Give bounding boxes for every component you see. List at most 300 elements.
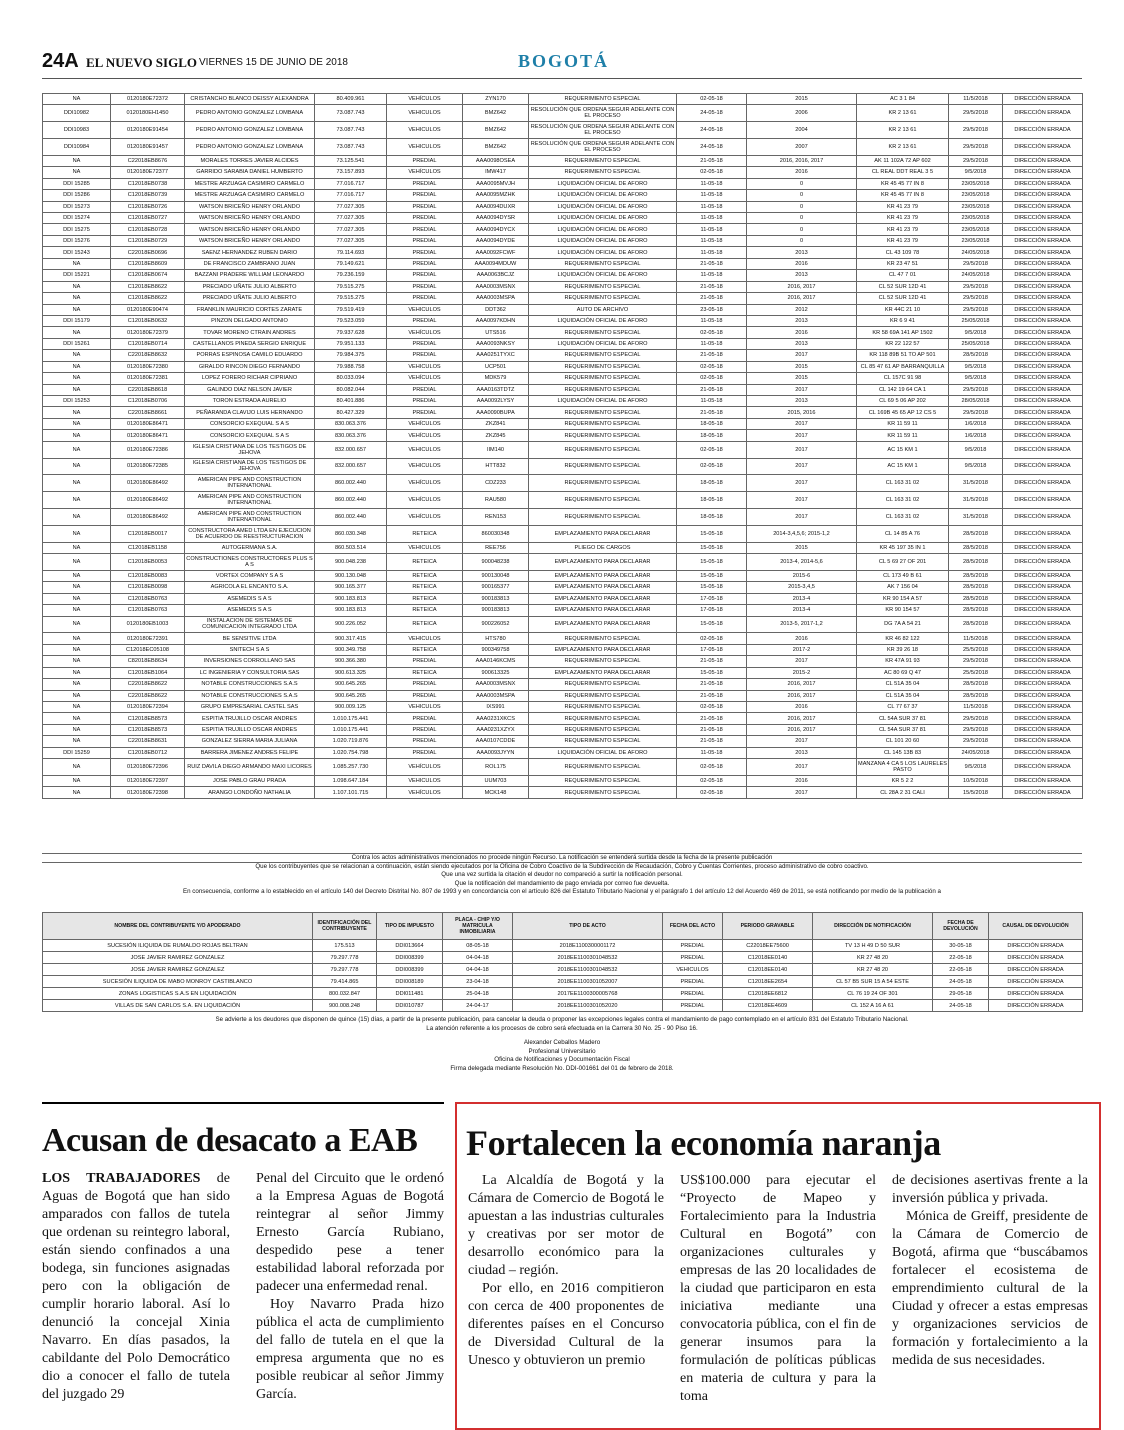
table-cell: NA — [43, 407, 111, 418]
table-cell: 2016, 2016, 2017 — [747, 155, 857, 166]
table-cell: 25-04-18 — [443, 988, 513, 1000]
table-cell: DDI008189 — [377, 976, 443, 988]
table-cell: RETEICA — [387, 616, 463, 633]
table-cell: KR 45 197 35 IN 1 — [857, 542, 949, 553]
table-cell: 02-05-18 — [677, 167, 747, 178]
table-cell: 2013 — [747, 396, 857, 407]
table-cell: C12018EB1064 — [111, 667, 185, 678]
table-cell: AAA0098OSEA — [463, 155, 529, 166]
table-cell: 0120180E91454 — [111, 122, 185, 139]
table-cell: RETEICA — [387, 570, 463, 581]
table-cell: 79.984.375 — [315, 350, 387, 361]
table-cell: 25/5/2018 — [949, 667, 1003, 678]
table-cell: DIRECCIÓN ERRADA — [1003, 724, 1083, 735]
table-cell: 02-05-18 — [677, 441, 747, 458]
table-row — [43, 570, 1083, 581]
table-cell: C22018EE75600 — [723, 940, 813, 952]
article-paragraph: de decisiones asertivas frente a la inversión pública y privada. — [892, 1173, 1088, 1206]
table-cell: NA — [43, 525, 111, 542]
table-cell: 21-05-18 — [677, 258, 747, 269]
divider — [42, 1102, 444, 1104]
table-cell: BMZ642 — [463, 105, 529, 122]
table-cell: C22018EB8632 — [111, 350, 185, 361]
table-row — [43, 690, 1083, 701]
table-cell: PREDIAL — [387, 281, 463, 292]
signer-office: Oficina de Notificaciones y Documentación Fiscal — [494, 1056, 630, 1064]
table-cell: PREDIAL — [387, 338, 463, 349]
table-cell: DIRECCIÓN ERRADA — [1003, 713, 1083, 724]
table-row — [43, 167, 1083, 178]
table-cell: AAA0003MSPA — [463, 690, 529, 701]
table-cell: KR 11 59 11 — [857, 430, 949, 441]
table-cell: DDI 15259 — [43, 747, 111, 758]
table-cell: AAA0094DYCX — [463, 224, 529, 235]
table-cell: C12018EB8609 — [111, 258, 185, 269]
table-cell: DIRECCIÓN ERRADA — [1003, 270, 1083, 281]
table-cell: 02-05-18 — [677, 458, 747, 475]
column-header: NOMBRE DEL CONTRIBUYENTE Y/O APODERADO — [43, 913, 313, 940]
table-cell: EMPLAZAMIENTO PARA DECLARAR — [529, 570, 677, 581]
table-cell: AAA0146KCMS — [463, 656, 529, 667]
table-cell: VEHÍCULOS — [387, 475, 463, 492]
table-cell: REQUERIMIENTO ESPECIAL — [529, 407, 677, 418]
table-cell: PREDIAL — [663, 988, 723, 1000]
table-cell: NA — [43, 281, 111, 292]
table-cell: REQUERIMIENTO ESPECIAL — [529, 293, 677, 304]
table-cell: DIRECCIÓN ERRADA — [1003, 736, 1083, 747]
table-cell: 2016 — [747, 327, 857, 338]
table-cell: 2015, 2016 — [747, 407, 857, 418]
table-cell: REQUERIMIENTO ESPECIAL — [529, 167, 677, 178]
table-cell: 2013 — [747, 315, 857, 326]
table-cell: C12018EB0714 — [111, 338, 185, 349]
table-cell: 11-05-18 — [677, 315, 747, 326]
table-cell: DDI 15273 — [43, 201, 111, 212]
table-cell: 900.183.813 — [315, 605, 387, 616]
table-row — [43, 258, 1083, 269]
table-cell: CL 101 20 60 — [857, 736, 949, 747]
table-cell: 2017 — [747, 492, 857, 509]
table-cell: 2017 — [747, 350, 857, 361]
table-cell: NA — [43, 616, 111, 633]
table-row — [43, 616, 1083, 633]
table-cell: DIRECCIÓN ERRADA — [1003, 582, 1083, 593]
table-cell: 02-05-18 — [677, 759, 747, 776]
table-cell: VEHÍCULOS — [387, 94, 463, 105]
table-row — [43, 418, 1083, 429]
column-header: IDENTIFICACIÓN DEL CONTRIBUYENTE — [313, 913, 377, 940]
table-cell: LIQUIDACIÓN OFICIAL DE AFORO — [529, 201, 677, 212]
table-cell: DIRECCIÓN ERRADA — [1003, 418, 1083, 429]
table-cell: DDI008399 — [377, 964, 443, 976]
table-cell: 11-05-18 — [677, 247, 747, 258]
table-cell: LOPEZ FORERO RICHAR CIPRIANO — [185, 373, 315, 384]
table-cell: 29/5/2018 — [949, 281, 1003, 292]
table-cell: VEHÍCULOS — [387, 418, 463, 429]
table-cell: GARRIDO SARABIA DANIEL HUMBERTO — [185, 167, 315, 178]
table-cell: NA — [43, 701, 111, 712]
atencion-text: La atención referente a los procesos de cobro será efectuada en la Carrera 30 No. 25 - 90 Piso 16. — [426, 1024, 698, 1032]
table-cell: CL 43 109 78 — [857, 247, 949, 258]
table-cell: DG 7A A 54 21 — [857, 616, 949, 633]
table-row — [43, 293, 1083, 304]
table-row — [43, 384, 1083, 395]
table-cell: AAA0231XZYX — [463, 724, 529, 735]
table-cell: 15-05-18 — [677, 582, 747, 593]
table-cell: 2018EE1100301048532 — [513, 964, 663, 976]
table-cell: NA — [43, 373, 111, 384]
table-row — [43, 525, 1083, 542]
table-cell: 2013 — [747, 338, 857, 349]
table-cell: REQUERIMIENTO ESPECIAL — [529, 281, 677, 292]
table-cell: 2014-3,4,5,6; 2015-1,2 — [747, 525, 857, 542]
table-cell: DIRECCIÓN ERRADA — [989, 952, 1083, 964]
table-cell: DIRECCIÓN ERRADA — [1003, 644, 1083, 655]
table-row — [43, 1000, 1083, 1012]
table-cell: 2017 — [747, 656, 857, 667]
table-cell: DDI011481 — [377, 988, 443, 1000]
table-row — [43, 407, 1083, 418]
table-cell: CONSTRUCTORA AMED LTDA EN EJECUCION DE ACUERDO DE REESTRUCTURACION — [185, 525, 315, 542]
table-cell: VEHICULOS — [387, 304, 463, 315]
table-cell: DIRECCIÓN ERRADA — [1003, 281, 1083, 292]
table-cell: 15-05-18 — [677, 553, 747, 570]
table-cell: DIRECCIÓN ERRADA — [1003, 656, 1083, 667]
table-cell: 1.010.175.441 — [315, 724, 387, 735]
article-headline: Fortalecen la economía naranja — [466, 1123, 941, 1163]
table-cell: VEHICULOS — [387, 122, 463, 139]
table-cell: PREDIAL — [387, 407, 463, 418]
article-eab — [42, 1102, 444, 1402]
table-cell: C12018EC05108 — [111, 644, 185, 655]
table-cell: 2013-5, 2017-1,2 — [747, 616, 857, 633]
table-cell: MESTRE ARZUAGA CASIMIRO CARMELO — [185, 178, 315, 189]
table-cell: WATSON BRICEÑO HENRY ORLANDO — [185, 213, 315, 224]
table-cell: 02-05-18 — [677, 373, 747, 384]
table-cell: HTT832 — [463, 458, 529, 475]
table-row — [43, 139, 1083, 156]
table-cell: MCK148 — [463, 787, 529, 798]
table-cell: C12018EB8622 — [111, 281, 185, 292]
table-cell: KR 2 13 61 — [857, 122, 949, 139]
table-cell: EMPLAZAMIENTO PARA DECLARAR — [529, 525, 677, 542]
table-cell: 29/5/2018 — [949, 724, 1003, 735]
table-cell: PREDIAL — [663, 940, 723, 952]
table-cell: 79.523.059 — [315, 315, 387, 326]
table-cell: C12018EB0632 — [111, 315, 185, 326]
table-row — [43, 508, 1083, 525]
table-cell: 2016 — [747, 167, 857, 178]
delegation-text: Firma delegada mediante Resolución No. DDI-001661 del 01 de febrero de 2018. — [450, 1064, 674, 1072]
table-cell: AMERICAN PIPE AND CONSTRUCTION INTERNATIONAL — [185, 492, 315, 509]
table-cell: 0120180E86471 — [111, 430, 185, 441]
table-cell: CASTELLANOS PINEDA SERGIO ENRIQUE — [185, 338, 315, 349]
table-cell: 31/5/2018 — [949, 475, 1003, 492]
table-cell: 2017 — [747, 418, 857, 429]
table-cell: 22-05-18 — [933, 952, 989, 964]
table-row — [43, 679, 1083, 690]
table-cell: 02-05-18 — [677, 787, 747, 798]
table-cell: 900.008.248 — [313, 1000, 377, 1012]
table-cell: 9/5/2018 — [949, 458, 1003, 475]
table-cell: 2007 — [747, 139, 857, 156]
table-cell: JOSE JAVIER RAMIREZ GONZALEZ — [43, 952, 313, 964]
table-cell: PREDIAL — [663, 952, 723, 964]
table-cell: PREDIAL — [387, 679, 463, 690]
table-cell: LIQUIDACIÓN OFICIAL DE AFORO — [529, 190, 677, 201]
table-cell: 29/5/2018 — [949, 293, 1003, 304]
table-cell: DIRECCIÓN ERRADA — [1003, 525, 1083, 542]
table-cell: REQUERIMIENTO ESPECIAL — [529, 492, 677, 509]
table-cell: C12018EE2654 — [723, 976, 813, 988]
table-cell: 1.020.719.876 — [315, 736, 387, 747]
table-cell: DIRECCIÓN ERRADA — [1003, 633, 1083, 644]
table-cell: 28/5/2018 — [949, 616, 1003, 633]
table-cell: NA — [43, 293, 111, 304]
table-cell: KR 22 122 57 — [857, 338, 949, 349]
table-cell: 77.016.717 — [315, 190, 387, 201]
table-cell: KR 41 23 79 — [857, 213, 949, 224]
table-cell: KR 11 59 11 — [857, 418, 949, 429]
table-cell: 29/5/2018 — [949, 105, 1003, 122]
table-cell: EMPLAZAMIENTO PARA DECLARAR — [529, 667, 677, 678]
notice-line: Que los contribuyentes que se relacionan a continuación, están siendo ejecutados por la Oficina de Cobro Coactivo de la Subdirección de Recaudación, Cobro y Cuentas Corrientes, proceso administrativo de cobro coactivo. — [255, 863, 869, 871]
table-cell: 23/05/2018 — [949, 178, 1003, 189]
table-row — [43, 940, 1083, 952]
table-cell: PREDIAL — [387, 656, 463, 667]
table-cell: 900048238 — [463, 553, 529, 570]
table-row — [43, 430, 1083, 441]
table-cell: PEDRO ANTONIO GONZALEZ LOMBANA — [185, 105, 315, 122]
table-cell: 2013-4, 2014-5,6 — [747, 553, 857, 570]
table-cell: 02-05-18 — [677, 361, 747, 372]
table-cell: KR 44C 21 10 — [857, 304, 949, 315]
table-row — [43, 327, 1083, 338]
notice-line: Que una vez surtida la citación el deudor no compareció a surtir la notificación personal. — [441, 871, 683, 879]
table-cell: VEHÍCULOS — [387, 327, 463, 338]
table-cell: DIRECCIÓN ERRADA — [1003, 701, 1083, 712]
table-cell: 0120180E86492 — [111, 508, 185, 525]
column-header: FECHA DEL ACTO — [663, 913, 723, 940]
table-cell: DIRECCIÓN ERRADA — [1003, 775, 1083, 786]
table-cell: DDI 15243 — [43, 247, 111, 258]
table-cell: NA — [43, 350, 111, 361]
table-cell: 15-05-18 — [677, 616, 747, 633]
table-cell: KR 23 47 51 — [857, 258, 949, 269]
signer-name: Alexander Ceballos Madero — [523, 1039, 601, 1047]
table-cell: 900165377 — [463, 582, 529, 593]
table-cell: C12018EB0727 — [111, 213, 185, 224]
table-cell: 2016, 2017 — [747, 713, 857, 724]
table-cell: KR 27 48 20 — [813, 964, 933, 976]
table-cell: 28/05/2018 — [949, 396, 1003, 407]
table-cell: C12018EE0140 — [723, 952, 813, 964]
table-cell: VEHICULOS — [387, 701, 463, 712]
table-cell: 21-05-18 — [677, 690, 747, 701]
table-cell: 0 — [747, 201, 857, 212]
table-cell: KR 39 26 18 — [857, 644, 949, 655]
table-cell: CL 173 49 B 61 — [857, 570, 949, 581]
table-cell: AAA0090BUPA — [463, 407, 529, 418]
cobro-table-header — [43, 913, 1083, 940]
table-cell: 28/5/2018 — [949, 690, 1003, 701]
table-cell: CL 163 31 02 — [857, 508, 949, 525]
table-cell: KR 2 13 61 — [857, 105, 949, 122]
table-cell: 2015-3,4,5 — [747, 582, 857, 593]
table-cell: PREDIAL — [387, 747, 463, 758]
table-cell: AC 15 KM 1 — [857, 441, 949, 458]
table-cell: ESPITIA TRUJILLO OSCAR ANDRES — [185, 713, 315, 724]
table-cell: IMW417 — [463, 167, 529, 178]
table-row — [43, 475, 1083, 492]
table-cell: NA — [43, 508, 111, 525]
table-cell: KR 90 154 A 57 — [857, 593, 949, 604]
table-cell: 2017 — [747, 430, 857, 441]
table-row — [43, 644, 1083, 655]
table-cell: CL 5 69 27 OF 201 — [857, 553, 949, 570]
cobro-table — [42, 912, 1083, 1012]
table-cell: EMPLAZAMIENTO PARA DECLARAR — [529, 644, 677, 655]
table-cell: GONZALEZ SIERRA MARIA JULIANA — [185, 736, 315, 747]
table-cell: 860.002.440 — [315, 475, 387, 492]
table-cell: LIQUIDACIÓN OFICIAL DE AFORO — [529, 247, 677, 258]
table-cell: 2015 — [747, 542, 857, 553]
notices-table — [42, 93, 1083, 799]
table-cell: DDI 15286 — [43, 190, 111, 201]
table-cell: AAA0107CDDE — [463, 736, 529, 747]
table-row — [43, 178, 1083, 189]
table-cell: 0120180E91457 — [111, 139, 185, 156]
table-cell: VEHÍCULOS — [387, 167, 463, 178]
table-cell: 900.349.758 — [315, 644, 387, 655]
table-cell: 2017 — [747, 441, 857, 458]
table-cell: DIRECCIÓN ERRADA — [989, 940, 1083, 952]
table-cell: 2016 — [747, 775, 857, 786]
table-row — [43, 713, 1083, 724]
table-cell: VEHICULOS — [387, 361, 463, 372]
table-cell: NA — [43, 418, 111, 429]
table-cell: 15/5/2018 — [949, 787, 1003, 798]
table-cell: NA — [43, 582, 111, 593]
table-cell: 1.107.101.715 — [315, 787, 387, 798]
table-cell: AAA0003MSPA — [463, 293, 529, 304]
table-cell: 80.409.961 — [315, 94, 387, 105]
table-cell: 15-05-18 — [677, 542, 747, 553]
table-cell: AC 80 69 Q 47 — [857, 667, 949, 678]
table-cell: RETEICA — [387, 644, 463, 655]
page-number: 24A — [42, 50, 79, 72]
table-cell: 22-05-18 — [933, 964, 989, 976]
table-cell: 79.149.621 — [315, 258, 387, 269]
article-paragraph: Por ello, en 2016 compitieron con cerca de 400 proponentes de diferentes países en el Concurso de Diversidad Cultural de la Unesco y obtuvieron un premio — [468, 1281, 664, 1368]
table-cell: NA — [43, 167, 111, 178]
table-cell: C12018EB0763 — [111, 593, 185, 604]
table-cell: KR 2 13 61 — [857, 139, 949, 156]
table-cell: WATSON BRICEÑO HENRY ORLANDO — [185, 235, 315, 246]
table-cell: BAZZANI PRADERE WILLIAM LEONARDO — [185, 270, 315, 281]
table-cell: PORRAS ESPINOSA CAMILO EDUARDO — [185, 350, 315, 361]
table-cell: 2017 — [747, 508, 857, 525]
table-cell: DIRECCIÓN ERRADA — [1003, 139, 1083, 156]
table-cell: 28/5/2018 — [949, 570, 1003, 581]
article-column — [680, 1172, 876, 1406]
table-cell: 11-05-18 — [677, 178, 747, 189]
table-cell: PREDIAL — [387, 713, 463, 724]
table-cell: IXS991 — [463, 701, 529, 712]
table-cell: DDI 15275 — [43, 224, 111, 235]
table-cell: NA — [43, 713, 111, 724]
table-cell: 2018EE1100301048532 — [513, 952, 663, 964]
table-cell: 832.000.657 — [315, 458, 387, 475]
table-cell: AAA0231XKCS — [463, 713, 529, 724]
table-cell: C12018EB0017 — [111, 525, 185, 542]
table-cell: NA — [43, 475, 111, 492]
table-cell: CDZ233 — [463, 475, 529, 492]
table-cell: C22018EB8676 — [111, 155, 185, 166]
table-cell: 08-05-18 — [443, 940, 513, 952]
table-cell: SAENZ HERNANDEZ RUBEN DARIO — [185, 247, 315, 258]
table-cell: 900.226.052 — [315, 616, 387, 633]
table-cell: DIRECCIÓN ERRADA — [989, 1000, 1083, 1012]
table-cell: SUCESIÓN ILIQUIDA DE RUMALDO ROJAS BELTRAN — [43, 940, 313, 952]
table-cell: AK 11 102A 72 AP 602 — [857, 155, 949, 166]
signer-role: Profesional Universitario — [528, 1047, 596, 1055]
column-header: FECHA DE DEVOLUCIÓN — [933, 913, 989, 940]
table-cell: 15-05-18 — [677, 570, 747, 581]
table-cell: 9/5/2018 — [949, 441, 1003, 458]
table-cell: LIQUIDACIÓN OFICIAL DE AFORO — [529, 315, 677, 326]
table-cell: CL 152 A 16 A 61 — [813, 1000, 933, 1012]
table-cell: 2016, 2017 — [747, 679, 857, 690]
table-cell: EMPLAZAMIENTO PARA DECLARAR — [529, 582, 677, 593]
table-cell: DIRECCIÓN ERRADA — [1003, 679, 1083, 690]
table-cell: REQUERIMIENTO ESPECIAL — [529, 475, 677, 492]
table-cell: ARANGO LONDOÑO NATHALIA — [185, 787, 315, 798]
column-header: CAUSAL DE DEVOLUCIÓN — [989, 913, 1083, 940]
table-cell: 29/5/2018 — [949, 713, 1003, 724]
table-cell: 900.317.415 — [315, 633, 387, 644]
table-cell: NA — [43, 656, 111, 667]
table-cell: RESOLUCIÓN QUE ORDENA SEGUIR ADELANTE CON EL PROCESO — [529, 105, 677, 122]
table-cell: CL 69 5 06 AP 202 — [857, 396, 949, 407]
table-cell: 24-05-18 — [677, 122, 747, 139]
table-cell: 2016, 2017 — [747, 281, 857, 292]
table-cell: 21-05-18 — [677, 293, 747, 304]
table-cell: 30-05-18 — [933, 940, 989, 952]
table-cell: INVERSIONES CORROLLANO SAS — [185, 656, 315, 667]
table-cell: REQUERIMIENTO ESPECIAL — [529, 361, 677, 372]
table-cell: 29/5/2018 — [949, 155, 1003, 166]
table-cell: 2016, 2017 — [747, 293, 857, 304]
table-cell: 79.515.275 — [315, 293, 387, 304]
table-cell: C22018EB8622 — [111, 679, 185, 690]
table-cell: 0120180E72386 — [111, 441, 185, 458]
table-cell: ESPITIA TRUJILLO OSCAR ANDRES — [185, 724, 315, 735]
table-cell: RETEICA — [387, 525, 463, 542]
table-cell: 25/5/2018 — [949, 644, 1003, 655]
table-cell: EMPLAZAMIENTO PARA DECLARAR — [529, 553, 677, 570]
table-cell: PREDIAL — [387, 235, 463, 246]
table-cell: REQUERIMIENTO ESPECIAL — [529, 775, 677, 786]
table-cell: 79.515.275 — [315, 281, 387, 292]
table-cell: MDK579 — [463, 373, 529, 384]
table-cell: DIRECCIÓN ERRADA — [1003, 667, 1083, 678]
table-cell: LC INGENIERIA Y CONSULTORIA SAS — [185, 667, 315, 678]
table-cell: 21-05-18 — [677, 384, 747, 395]
table-cell: 18-05-18 — [677, 475, 747, 492]
table-cell: DIRECCIÓN ERRADA — [1003, 616, 1083, 633]
table-cell: AMERICAN PIPE AND CONSTRUCTION INTERNATIONAL — [185, 508, 315, 525]
